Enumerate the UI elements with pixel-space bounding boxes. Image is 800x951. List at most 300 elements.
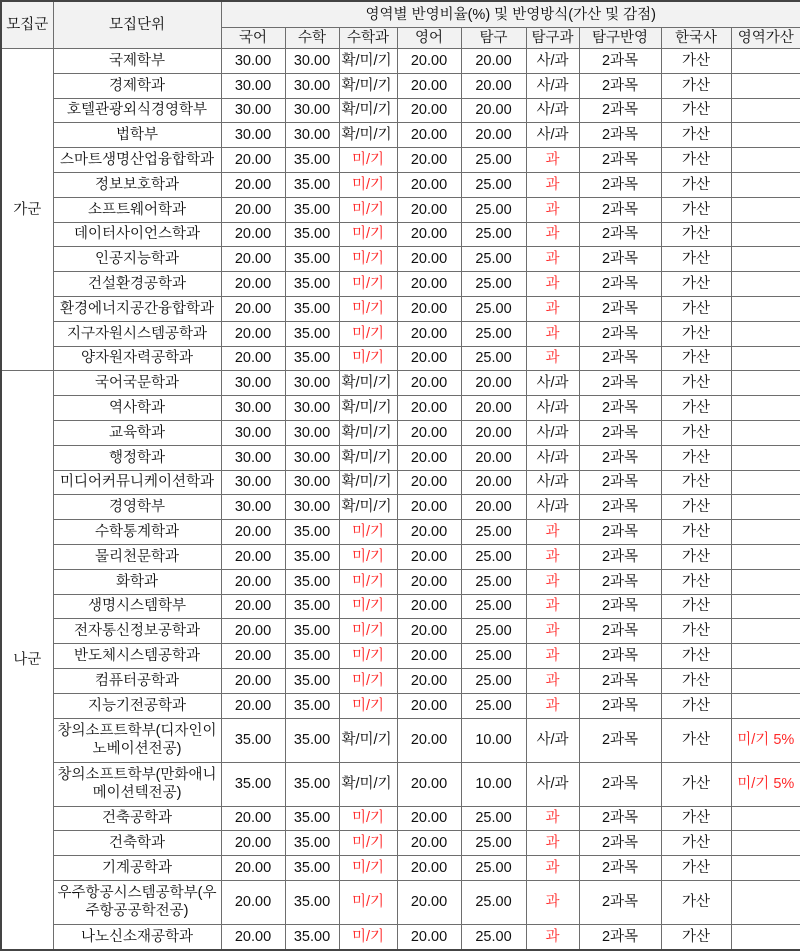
inquiry-cell: 25.00 bbox=[461, 924, 526, 949]
korean-cell: 20.00 bbox=[221, 520, 285, 545]
area-bonus-cell bbox=[731, 806, 800, 831]
english-cell: 20.00 bbox=[397, 644, 461, 669]
korean-history-cell: 가산 bbox=[661, 420, 731, 445]
table-row bbox=[1, 197, 800, 222]
korean-history-cell: 가산 bbox=[661, 197, 731, 222]
korean-cell: 20.00 bbox=[221, 247, 285, 272]
korean-cell: 20.00 bbox=[221, 619, 285, 644]
math-subject-cell: 미/기 bbox=[339, 222, 397, 247]
math-subject-cell: 미/기 bbox=[339, 197, 397, 222]
math-cell: 30.00 bbox=[285, 420, 339, 445]
korean-history-cell: 가산 bbox=[661, 98, 731, 123]
math-cell: 35.00 bbox=[285, 594, 339, 619]
korean-cell: 20.00 bbox=[221, 880, 285, 924]
unit-cell: 법학부 bbox=[53, 123, 221, 148]
table-row bbox=[1, 762, 800, 806]
area-bonus-cell bbox=[731, 445, 800, 470]
korean-cell: 30.00 bbox=[221, 49, 285, 74]
korean-history-cell: 가산 bbox=[661, 762, 731, 806]
area-bonus-cell bbox=[731, 272, 800, 297]
inquiry-cell: 25.00 bbox=[461, 346, 526, 371]
area-bonus-cell bbox=[731, 644, 800, 669]
inquiry-count-cell: 2과목 bbox=[579, 718, 661, 762]
math-subject-cell: 확/미/기 bbox=[339, 495, 397, 520]
korean-cell: 20.00 bbox=[221, 856, 285, 881]
inquiry-count-cell: 2과목 bbox=[579, 73, 661, 98]
inquiry-subject-cell: 사/과 bbox=[526, 470, 579, 495]
table-row bbox=[1, 520, 800, 545]
korean-history-cell: 가산 bbox=[661, 644, 731, 669]
table-row bbox=[1, 569, 800, 594]
inquiry-count-cell: 2과목 bbox=[579, 762, 661, 806]
inquiry-cell: 25.00 bbox=[461, 856, 526, 881]
math-cell: 35.00 bbox=[285, 520, 339, 545]
inquiry-subject-cell: 사/과 bbox=[526, 49, 579, 74]
area-bonus-cell bbox=[731, 924, 800, 949]
inquiry-count-cell: 2과목 bbox=[579, 544, 661, 569]
area-bonus-cell bbox=[731, 420, 800, 445]
table-row bbox=[1, 470, 800, 495]
inquiry-count-cell: 2과목 bbox=[579, 98, 661, 123]
korean-history-cell: 가산 bbox=[661, 470, 731, 495]
inquiry-cell: 20.00 bbox=[461, 470, 526, 495]
korean-history-cell: 가산 bbox=[661, 247, 731, 272]
english-cell: 20.00 bbox=[397, 806, 461, 831]
table-row bbox=[1, 856, 800, 881]
korean-cell: 35.00 bbox=[221, 762, 285, 806]
korean-history-cell: 가산 bbox=[661, 296, 731, 321]
area-bonus-cell bbox=[731, 148, 800, 173]
inquiry-subject-cell: 과 bbox=[526, 880, 579, 924]
inquiry-cell: 25.00 bbox=[461, 668, 526, 693]
korean-history-cell: 가산 bbox=[661, 49, 731, 74]
english-cell: 20.00 bbox=[397, 148, 461, 173]
english-cell: 20.00 bbox=[397, 569, 461, 594]
table-row bbox=[1, 396, 800, 421]
unit-cell: 창의소프트학부(디자인이노베이션전공) bbox=[53, 718, 221, 762]
inquiry-count-cell: 2과목 bbox=[579, 668, 661, 693]
math-subject-cell: 미/기 bbox=[339, 644, 397, 669]
math-cell: 35.00 bbox=[285, 321, 339, 346]
unit-cell: 건축공학과 bbox=[53, 806, 221, 831]
math-subject-cell: 미/기 bbox=[339, 856, 397, 881]
math-subject-cell: 미/기 bbox=[339, 544, 397, 569]
inquiry-subject-cell: 사/과 bbox=[526, 445, 579, 470]
inquiry-cell: 25.00 bbox=[461, 172, 526, 197]
inquiry-subject-cell: 과 bbox=[526, 247, 579, 272]
header-korean-history: 한국사 bbox=[661, 28, 731, 49]
inquiry-subject-cell: 과 bbox=[526, 197, 579, 222]
table-row bbox=[1, 880, 800, 924]
inquiry-cell: 20.00 bbox=[461, 98, 526, 123]
inquiry-subject-cell: 과 bbox=[526, 222, 579, 247]
english-cell: 20.00 bbox=[397, 619, 461, 644]
math-cell: 35.00 bbox=[285, 296, 339, 321]
inquiry-cell: 20.00 bbox=[461, 420, 526, 445]
unit-cell: 경제학과 bbox=[53, 73, 221, 98]
unit-cell: 나노신소재공학과 bbox=[53, 924, 221, 949]
korean-cell: 20.00 bbox=[221, 806, 285, 831]
korean-cell: 20.00 bbox=[221, 644, 285, 669]
english-cell: 20.00 bbox=[397, 445, 461, 470]
inquiry-subject-cell: 과 bbox=[526, 569, 579, 594]
english-cell: 20.00 bbox=[397, 396, 461, 421]
unit-cell: 국제학부 bbox=[53, 49, 221, 74]
inquiry-cell: 25.00 bbox=[461, 247, 526, 272]
korean-history-cell: 가산 bbox=[661, 495, 731, 520]
unit-cell: 국어국문학과 bbox=[53, 371, 221, 396]
korean-cell: 20.00 bbox=[221, 321, 285, 346]
area-bonus-cell bbox=[731, 569, 800, 594]
math-subject-cell: 미/기 bbox=[339, 247, 397, 272]
header-area-bonus: 영역가산 bbox=[731, 28, 800, 49]
table-row bbox=[1, 98, 800, 123]
unit-cell: 컴퓨터공학과 bbox=[53, 668, 221, 693]
english-cell: 20.00 bbox=[397, 718, 461, 762]
math-cell: 30.00 bbox=[285, 470, 339, 495]
english-cell: 20.00 bbox=[397, 49, 461, 74]
inquiry-cell: 25.00 bbox=[461, 619, 526, 644]
korean-history-cell: 가산 bbox=[661, 880, 731, 924]
korean-history-cell: 가산 bbox=[661, 831, 731, 856]
inquiry-count-cell: 2과목 bbox=[579, 594, 661, 619]
korean-cell: 20.00 bbox=[221, 924, 285, 949]
english-cell: 20.00 bbox=[397, 693, 461, 718]
korean-cell: 20.00 bbox=[221, 544, 285, 569]
unit-cell: 건축학과 bbox=[53, 831, 221, 856]
table-row bbox=[1, 321, 800, 346]
korean-history-cell: 가산 bbox=[661, 718, 731, 762]
korean-cell: 20.00 bbox=[221, 272, 285, 297]
table-row bbox=[1, 924, 800, 949]
inquiry-count-cell: 2과목 bbox=[579, 420, 661, 445]
english-cell: 20.00 bbox=[397, 856, 461, 881]
inquiry-subject-cell: 사/과 bbox=[526, 762, 579, 806]
inquiry-cell: 20.00 bbox=[461, 495, 526, 520]
inquiry-cell: 25.00 bbox=[461, 197, 526, 222]
korean-history-cell: 가산 bbox=[661, 520, 731, 545]
unit-cell: 지구자원시스템공학과 bbox=[53, 321, 221, 346]
inquiry-count-cell: 2과목 bbox=[579, 247, 661, 272]
inquiry-subject-cell: 과 bbox=[526, 148, 579, 173]
inquiry-subject-cell: 과 bbox=[526, 520, 579, 545]
area-bonus-cell bbox=[731, 831, 800, 856]
korean-cell: 35.00 bbox=[221, 718, 285, 762]
english-cell: 20.00 bbox=[397, 371, 461, 396]
header-inquiry-subject: 탐구과 bbox=[526, 28, 579, 49]
unit-cell: 행정학과 bbox=[53, 445, 221, 470]
math-cell: 35.00 bbox=[285, 831, 339, 856]
korean-history-cell: 가산 bbox=[661, 668, 731, 693]
inquiry-count-cell: 2과목 bbox=[579, 856, 661, 881]
math-cell: 30.00 bbox=[285, 495, 339, 520]
inquiry-count-cell: 2과목 bbox=[579, 831, 661, 856]
inquiry-count-cell: 2과목 bbox=[579, 123, 661, 148]
inquiry-subject-cell: 과 bbox=[526, 856, 579, 881]
inquiry-subject-cell: 과 bbox=[526, 806, 579, 831]
area-bonus-cell bbox=[731, 668, 800, 693]
inquiry-subject-cell: 과 bbox=[526, 644, 579, 669]
unit-cell: 전자통신정보공학과 bbox=[53, 619, 221, 644]
inquiry-cell: 10.00 bbox=[461, 762, 526, 806]
inquiry-count-cell: 2과목 bbox=[579, 371, 661, 396]
inquiry-count-cell: 2과목 bbox=[579, 924, 661, 949]
table-row bbox=[1, 123, 800, 148]
math-cell: 30.00 bbox=[285, 445, 339, 470]
inquiry-subject-cell: 과 bbox=[526, 831, 579, 856]
unit-cell: 건설환경공학과 bbox=[53, 272, 221, 297]
english-cell: 20.00 bbox=[397, 420, 461, 445]
unit-cell: 환경에너지공간융합학과 bbox=[53, 296, 221, 321]
area-bonus-cell: 미/기 5% bbox=[731, 718, 800, 762]
math-cell: 35.00 bbox=[285, 718, 339, 762]
header-english: 영어 bbox=[397, 28, 461, 49]
math-subject-cell: 미/기 bbox=[339, 924, 397, 949]
math-subject-cell: 확/미/기 bbox=[339, 73, 397, 98]
inquiry-cell: 20.00 bbox=[461, 123, 526, 148]
math-subject-cell: 확/미/기 bbox=[339, 762, 397, 806]
inquiry-count-cell: 2과목 bbox=[579, 470, 661, 495]
korean-history-cell: 가산 bbox=[661, 619, 731, 644]
inquiry-cell: 25.00 bbox=[461, 520, 526, 545]
math-subject-cell: 미/기 bbox=[339, 321, 397, 346]
unit-cell: 반도체시스템공학과 bbox=[53, 644, 221, 669]
area-bonus-cell bbox=[731, 49, 800, 74]
inquiry-cell: 25.00 bbox=[461, 569, 526, 594]
inquiry-cell: 20.00 bbox=[461, 396, 526, 421]
korean-history-cell: 가산 bbox=[661, 346, 731, 371]
math-cell: 35.00 bbox=[285, 880, 339, 924]
korean-cell: 20.00 bbox=[221, 594, 285, 619]
math-cell: 35.00 bbox=[285, 197, 339, 222]
inquiry-cell: 25.00 bbox=[461, 544, 526, 569]
unit-cell: 역사학과 bbox=[53, 396, 221, 421]
math-subject-cell: 미/기 bbox=[339, 831, 397, 856]
inquiry-subject-cell: 과 bbox=[526, 321, 579, 346]
inquiry-cell: 25.00 bbox=[461, 594, 526, 619]
table-row bbox=[1, 668, 800, 693]
korean-cell: 20.00 bbox=[221, 346, 285, 371]
inquiry-count-cell: 2과목 bbox=[579, 346, 661, 371]
group-cell: 가군 bbox=[1, 49, 53, 371]
table-row bbox=[1, 346, 800, 371]
english-cell: 20.00 bbox=[397, 762, 461, 806]
unit-cell: 생명시스템학부 bbox=[53, 594, 221, 619]
english-cell: 20.00 bbox=[397, 880, 461, 924]
inquiry-subject-cell: 사/과 bbox=[526, 420, 579, 445]
inquiry-count-cell: 2과목 bbox=[579, 619, 661, 644]
english-cell: 20.00 bbox=[397, 544, 461, 569]
korean-cell: 20.00 bbox=[221, 569, 285, 594]
unit-cell: 스마트생명산업융합학과 bbox=[53, 148, 221, 173]
korean-cell: 30.00 bbox=[221, 123, 285, 148]
inquiry-cell: 20.00 bbox=[461, 73, 526, 98]
unit-cell: 양자원자력공학과 bbox=[53, 346, 221, 371]
inquiry-cell: 25.00 bbox=[461, 272, 526, 297]
inquiry-subject-cell: 과 bbox=[526, 668, 579, 693]
math-cell: 35.00 bbox=[285, 806, 339, 831]
english-cell: 20.00 bbox=[397, 247, 461, 272]
inquiry-count-cell: 2과목 bbox=[579, 49, 661, 74]
area-bonus-cell bbox=[731, 98, 800, 123]
unit-cell: 인공지능학과 bbox=[53, 247, 221, 272]
korean-history-cell: 가산 bbox=[661, 594, 731, 619]
inquiry-cell: 25.00 bbox=[461, 693, 526, 718]
math-subject-cell: 확/미/기 bbox=[339, 396, 397, 421]
korean-cell: 20.00 bbox=[221, 831, 285, 856]
korean-cell: 30.00 bbox=[221, 98, 285, 123]
inquiry-subject-cell: 사/과 bbox=[526, 98, 579, 123]
korean-history-cell: 가산 bbox=[661, 856, 731, 881]
unit-cell: 소프트웨어학과 bbox=[53, 197, 221, 222]
korean-history-cell: 가산 bbox=[661, 172, 731, 197]
english-cell: 20.00 bbox=[397, 98, 461, 123]
area-bonus-cell bbox=[731, 470, 800, 495]
area-bonus-cell bbox=[731, 296, 800, 321]
english-cell: 20.00 bbox=[397, 495, 461, 520]
math-subject-cell: 미/기 bbox=[339, 880, 397, 924]
korean-history-cell: 가산 bbox=[661, 544, 731, 569]
unit-cell: 미디어커뮤니케이션학과 bbox=[53, 470, 221, 495]
area-bonus-cell bbox=[731, 247, 800, 272]
english-cell: 20.00 bbox=[397, 272, 461, 297]
math-subject-cell: 미/기 bbox=[339, 148, 397, 173]
unit-cell: 기계공학과 bbox=[53, 856, 221, 881]
area-bonus-cell: 미/기 5% bbox=[731, 762, 800, 806]
area-bonus-cell bbox=[731, 594, 800, 619]
math-subject-cell: 미/기 bbox=[339, 520, 397, 545]
korean-history-cell: 가산 bbox=[661, 445, 731, 470]
inquiry-cell: 25.00 bbox=[461, 806, 526, 831]
inquiry-subject-cell: 과 bbox=[526, 346, 579, 371]
unit-cell: 데이터사이언스학과 bbox=[53, 222, 221, 247]
inquiry-subject-cell: 과 bbox=[526, 172, 579, 197]
table-row bbox=[1, 644, 800, 669]
math-cell: 30.00 bbox=[285, 98, 339, 123]
math-subject-cell: 미/기 bbox=[339, 594, 397, 619]
korean-cell: 30.00 bbox=[221, 495, 285, 520]
math-cell: 35.00 bbox=[285, 693, 339, 718]
area-bonus-cell bbox=[731, 197, 800, 222]
korean-cell: 30.00 bbox=[221, 420, 285, 445]
unit-cell: 지능기전공학과 bbox=[53, 693, 221, 718]
english-cell: 20.00 bbox=[397, 520, 461, 545]
english-cell: 20.00 bbox=[397, 73, 461, 98]
korean-cell: 30.00 bbox=[221, 445, 285, 470]
math-subject-cell: 미/기 bbox=[339, 296, 397, 321]
math-cell: 35.00 bbox=[285, 148, 339, 173]
math-subject-cell: 확/미/기 bbox=[339, 445, 397, 470]
korean-cell: 30.00 bbox=[221, 396, 285, 421]
header-inquiry: 탐구 bbox=[461, 28, 526, 49]
inquiry-count-cell: 2과목 bbox=[579, 569, 661, 594]
inquiry-subject-cell: 과 bbox=[526, 544, 579, 569]
inquiry-cell: 20.00 bbox=[461, 371, 526, 396]
area-bonus-cell bbox=[731, 172, 800, 197]
english-cell: 20.00 bbox=[397, 924, 461, 949]
inquiry-count-cell: 2과목 bbox=[579, 272, 661, 297]
table-row bbox=[1, 594, 800, 619]
english-cell: 20.00 bbox=[397, 321, 461, 346]
korean-cell: 20.00 bbox=[221, 197, 285, 222]
math-subject-cell: 미/기 bbox=[339, 272, 397, 297]
area-bonus-cell bbox=[731, 880, 800, 924]
english-cell: 20.00 bbox=[397, 668, 461, 693]
area-bonus-cell bbox=[731, 321, 800, 346]
math-subject-cell: 미/기 bbox=[339, 346, 397, 371]
inquiry-cell: 20.00 bbox=[461, 445, 526, 470]
math-subject-cell: 미/기 bbox=[339, 668, 397, 693]
korean-history-cell: 가산 bbox=[661, 924, 731, 949]
korean-cell: 20.00 bbox=[221, 693, 285, 718]
korean-history-cell: 가산 bbox=[661, 148, 731, 173]
table-row bbox=[1, 272, 800, 297]
inquiry-count-cell: 2과목 bbox=[579, 880, 661, 924]
area-bonus-cell bbox=[731, 222, 800, 247]
inquiry-subject-cell: 과 bbox=[526, 619, 579, 644]
table-row bbox=[1, 371, 800, 396]
group-cell: 나군 bbox=[1, 371, 53, 950]
unit-cell: 창의소프트학부(만화애니메이션텍전공) bbox=[53, 762, 221, 806]
unit-cell: 우주항공시스템공학부(우주항공공학전공) bbox=[53, 880, 221, 924]
table-row bbox=[1, 222, 800, 247]
inquiry-count-cell: 2과목 bbox=[579, 445, 661, 470]
english-cell: 20.00 bbox=[397, 172, 461, 197]
korean-history-cell: 가산 bbox=[661, 569, 731, 594]
korean-cell: 20.00 bbox=[221, 148, 285, 173]
math-cell: 35.00 bbox=[285, 856, 339, 881]
math-cell: 35.00 bbox=[285, 569, 339, 594]
math-subject-cell: 확/미/기 bbox=[339, 718, 397, 762]
math-subject-cell: 미/기 bbox=[339, 172, 397, 197]
header-inquiry-count: 탐구반영 bbox=[579, 28, 661, 49]
inquiry-count-cell: 2과목 bbox=[579, 644, 661, 669]
inquiry-count-cell: 2과목 bbox=[579, 396, 661, 421]
unit-cell: 교육학과 bbox=[53, 420, 221, 445]
inquiry-cell: 25.00 bbox=[461, 222, 526, 247]
table-row bbox=[1, 831, 800, 856]
inquiry-count-cell: 2과목 bbox=[579, 172, 661, 197]
inquiry-cell: 25.00 bbox=[461, 148, 526, 173]
area-bonus-cell bbox=[731, 495, 800, 520]
inquiry-count-cell: 2과목 bbox=[579, 296, 661, 321]
inquiry-count-cell: 2과목 bbox=[579, 321, 661, 346]
inquiry-count-cell: 2과목 bbox=[579, 495, 661, 520]
inquiry-subject-cell: 과 bbox=[526, 272, 579, 297]
inquiry-cell: 25.00 bbox=[461, 831, 526, 856]
unit-cell: 화학과 bbox=[53, 569, 221, 594]
korean-history-cell: 가산 bbox=[661, 272, 731, 297]
area-bonus-cell bbox=[731, 396, 800, 421]
math-cell: 30.00 bbox=[285, 49, 339, 74]
math-cell: 35.00 bbox=[285, 544, 339, 569]
area-bonus-cell bbox=[731, 520, 800, 545]
math-cell: 30.00 bbox=[285, 371, 339, 396]
header-span-title: 영역별 반영비율(%) 및 반영방식(가산 및 감점) bbox=[221, 1, 800, 28]
header-math-subject: 수학과 bbox=[339, 28, 397, 49]
inquiry-subject-cell: 사/과 bbox=[526, 396, 579, 421]
math-cell: 35.00 bbox=[285, 272, 339, 297]
math-cell: 30.00 bbox=[285, 396, 339, 421]
math-subject-cell: 미/기 bbox=[339, 806, 397, 831]
korean-history-cell: 가산 bbox=[661, 371, 731, 396]
inquiry-count-cell: 2과목 bbox=[579, 806, 661, 831]
inquiry-cell: 25.00 bbox=[461, 296, 526, 321]
header-korean: 국어 bbox=[221, 28, 285, 49]
math-subject-cell: 미/기 bbox=[339, 693, 397, 718]
unit-cell: 정보보호학과 bbox=[53, 172, 221, 197]
unit-cell: 물리천문학과 bbox=[53, 544, 221, 569]
